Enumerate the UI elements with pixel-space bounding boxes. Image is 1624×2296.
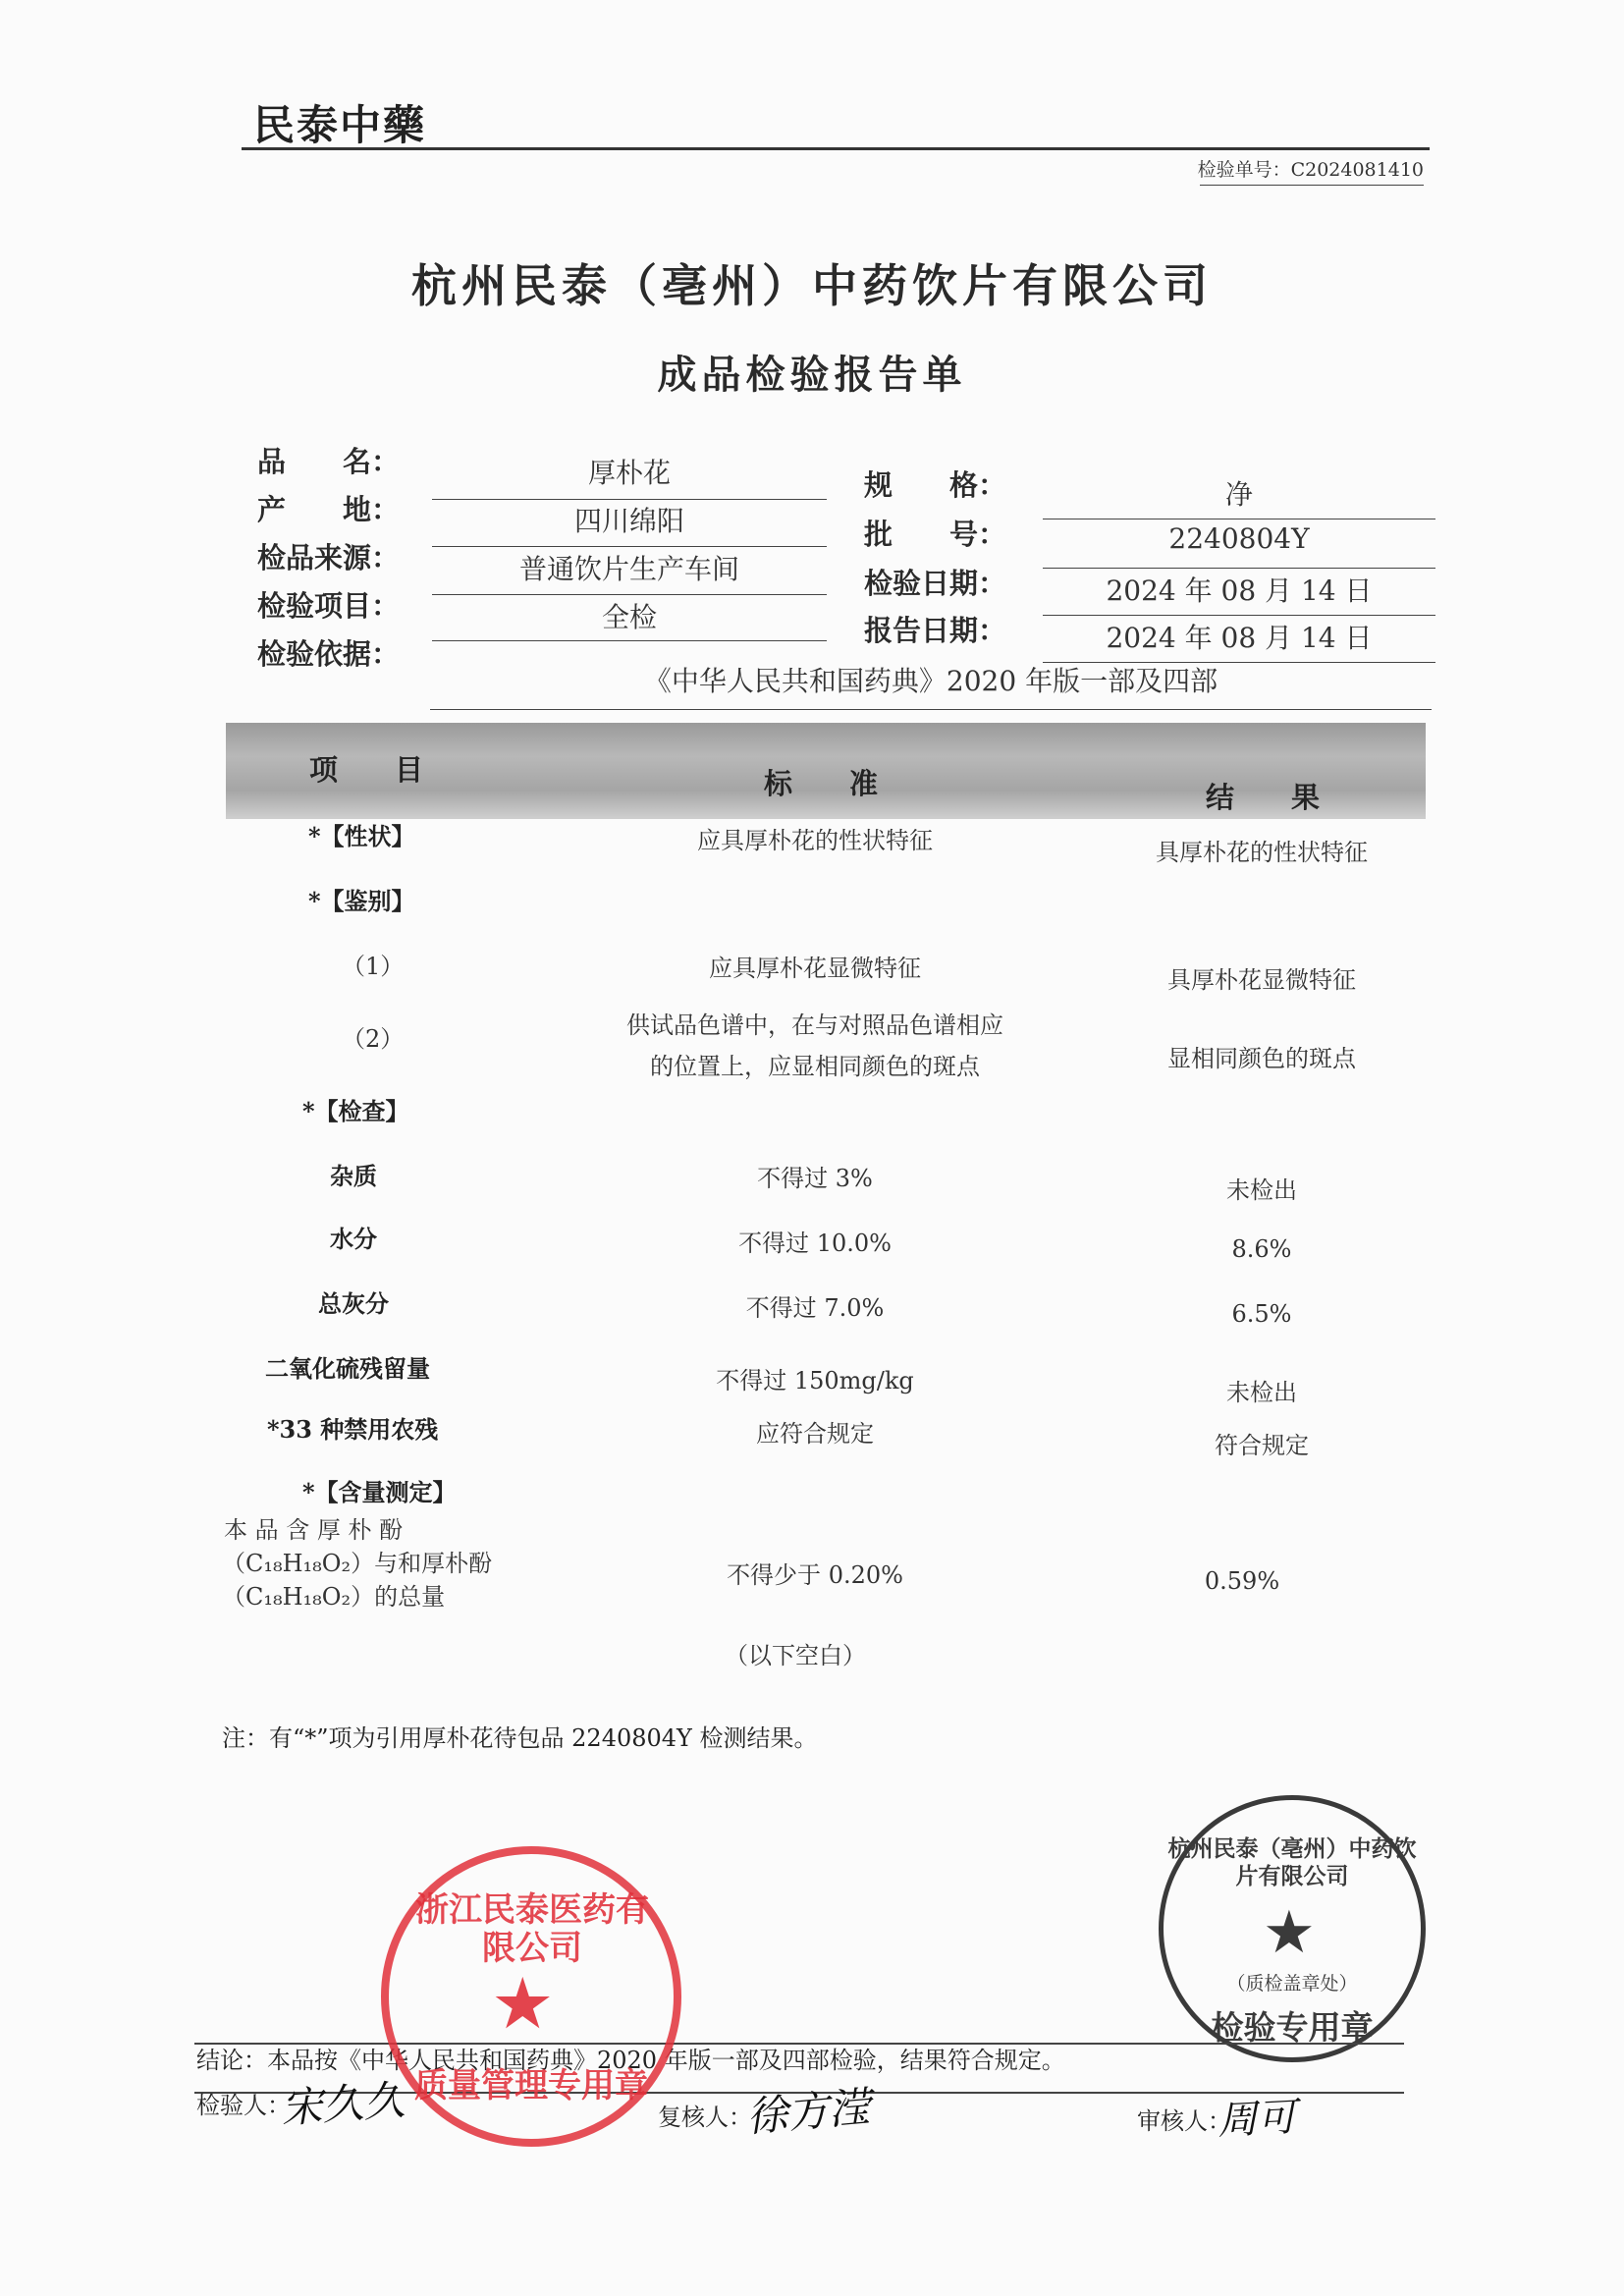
value-spec: 净 [1224,478,1253,511]
row-id1-item: （1） [342,953,405,980]
qa-stamp-bottom: 质量管理专用章 [414,2066,648,2105]
row-ash-result: 6.5% [1231,1300,1292,1328]
line-test-date [1043,615,1435,616]
line-source [432,594,827,595]
row-ash-standard: 不得过 7.0% [745,1294,885,1322]
value-origin: 四川绵阳 [573,505,684,537]
row-check-item: *【检查】 [302,1097,409,1125]
blank-note: （以下空白） [725,1642,866,1669]
inspection-stamp-bottom: 检验专用章 [1211,2008,1374,2047]
inspection-stamp [1159,1795,1426,2062]
company-logo: 民泰中藥 [253,101,427,149]
th-standard: 标 准 [764,767,879,800]
value-test-date: 2024 年 08 月 14 日 [1106,574,1373,607]
inspection-stamp-hint: （质检盖章处） [1226,1973,1358,1995]
line-batch [1043,568,1435,569]
inspector-label: 检验人： [196,2092,291,2119]
row-moisture-standard: 不得过 10.0% [738,1230,892,1257]
label-source: 检品来源： [257,541,401,574]
doc-number [1198,155,1424,182]
row-character-item: *【性状】 [308,822,415,850]
row-character-standard: 应具厚朴花的性状特征 [697,827,933,854]
row-impurity-standard: 不得过 3% [757,1165,873,1192]
row-ash-item: 总灰分 [318,1289,389,1318]
row-impurity-result: 未检出 [1226,1176,1297,1204]
row-pesticide-item: *33 种禁用农残 [267,1415,439,1444]
footnote: 注：有“*”项为引用厚朴花待包品 2240804Y 检测结果。 [222,1724,818,1752]
row-impurity-item: 杂质 [330,1162,377,1190]
qa-stamp-star-icon: ★ [491,1962,555,2045]
line-origin [432,546,827,547]
line-basis [430,709,1432,710]
row-pesticide-result: 符合规定 [1215,1432,1309,1459]
inspection-stamp-ring-text: 杭州民泰（亳州）中药饮片有限公司 [1167,1835,1417,1889]
doc-number-rule [1200,185,1424,186]
approver-label: 审核人： [1137,2107,1231,2135]
row-so2-standard: 不得过 150mg/kg [716,1367,914,1394]
row-id2-standard-line2: 的位置上，应显相同颜色的斑点 [650,1053,980,1080]
row-identify-item: *【鉴别】 [308,887,415,915]
th-result: 结 果 [1206,781,1321,814]
th-item: 项 目 [309,753,424,787]
label-spec: 规 格： [864,468,1007,502]
value-batch: 2240804Y [1168,522,1310,555]
inspection-stamp-star-icon: ★ [1263,1898,1316,1967]
row-character-result: 具厚朴花的性状特征 [1156,839,1368,866]
row-content-item-line3: （C₁₈H₁₈O₂）的总量 [222,1583,446,1611]
value-name: 厚朴花 [587,457,671,489]
row-id2-result: 显相同颜色的斑点 [1167,1045,1356,1072]
value-items: 全检 [601,601,657,633]
header-rule [242,147,1430,150]
reviewer-label: 复核人： [658,2104,752,2131]
row-content-item-line1: 本 品 含 厚 朴 酚 [224,1516,404,1544]
value-basis: 《中华人民共和国药典》2020 年版一部及四部 [643,665,1218,697]
row-so2-result: 未检出 [1226,1379,1297,1406]
row-id2-item: （2） [342,1025,405,1053]
label-report-date: 报告日期： [864,614,1007,647]
row-content-item-line2: （C₁₈H₁₈O₂）与和厚朴酚 [222,1550,493,1577]
line-report-date [1043,662,1435,663]
value-source: 普通饮片生产车间 [518,553,739,585]
reviewer-signature: 徐方滢 [744,2082,873,2142]
row-content-standard: 不得少于 0.20% [727,1561,903,1589]
qa-stamp-ring-text: 浙江民泰医药有限公司 [415,1890,649,1969]
row-id2-standard-line1: 供试品色谱中，在与对照品色谱相应 [626,1011,1003,1039]
qa-stamp [381,1846,681,2147]
label-batch: 批 号： [864,518,1007,551]
line-items [432,640,827,641]
report-title: 成品检验报告单 [657,352,967,398]
label-test-date: 检验日期： [864,567,1007,600]
row-pesticide-standard: 应符合规定 [756,1420,874,1448]
label-origin: 产 地： [257,493,401,526]
inspector-signature: 宋久久 [279,2075,406,2133]
doc-number-value: C2024081410 [1290,159,1424,181]
row-so2-item: 二氧化硫残留量 [265,1354,430,1383]
conclusion: 结论：本品按《中华人民共和国药典》2020 年版一部及四部检验，结果符合规定。 [196,2047,1065,2074]
label-items: 检验项目： [257,589,401,623]
row-moisture-item: 水分 [330,1225,377,1253]
row-id1-result: 具厚朴花显微特征 [1167,966,1356,994]
row-id1-standard: 应具厚朴花显微特征 [709,955,921,982]
row-content-result: 0.59% [1204,1567,1280,1595]
row-assay-item: *【含量测定】 [302,1478,457,1506]
label-name: 品 名： [257,445,401,478]
value-report-date: 2024 年 08 月 14 日 [1106,622,1373,654]
approver-signature: 周可 [1217,2094,1298,2145]
doc-number-label: 检验单号： [1197,159,1291,181]
row-moisture-result: 8.6% [1231,1235,1292,1263]
label-basis: 检验依据： [257,637,401,671]
company-title: 杭州民泰（亳州）中药饮片有限公司 [411,259,1213,312]
